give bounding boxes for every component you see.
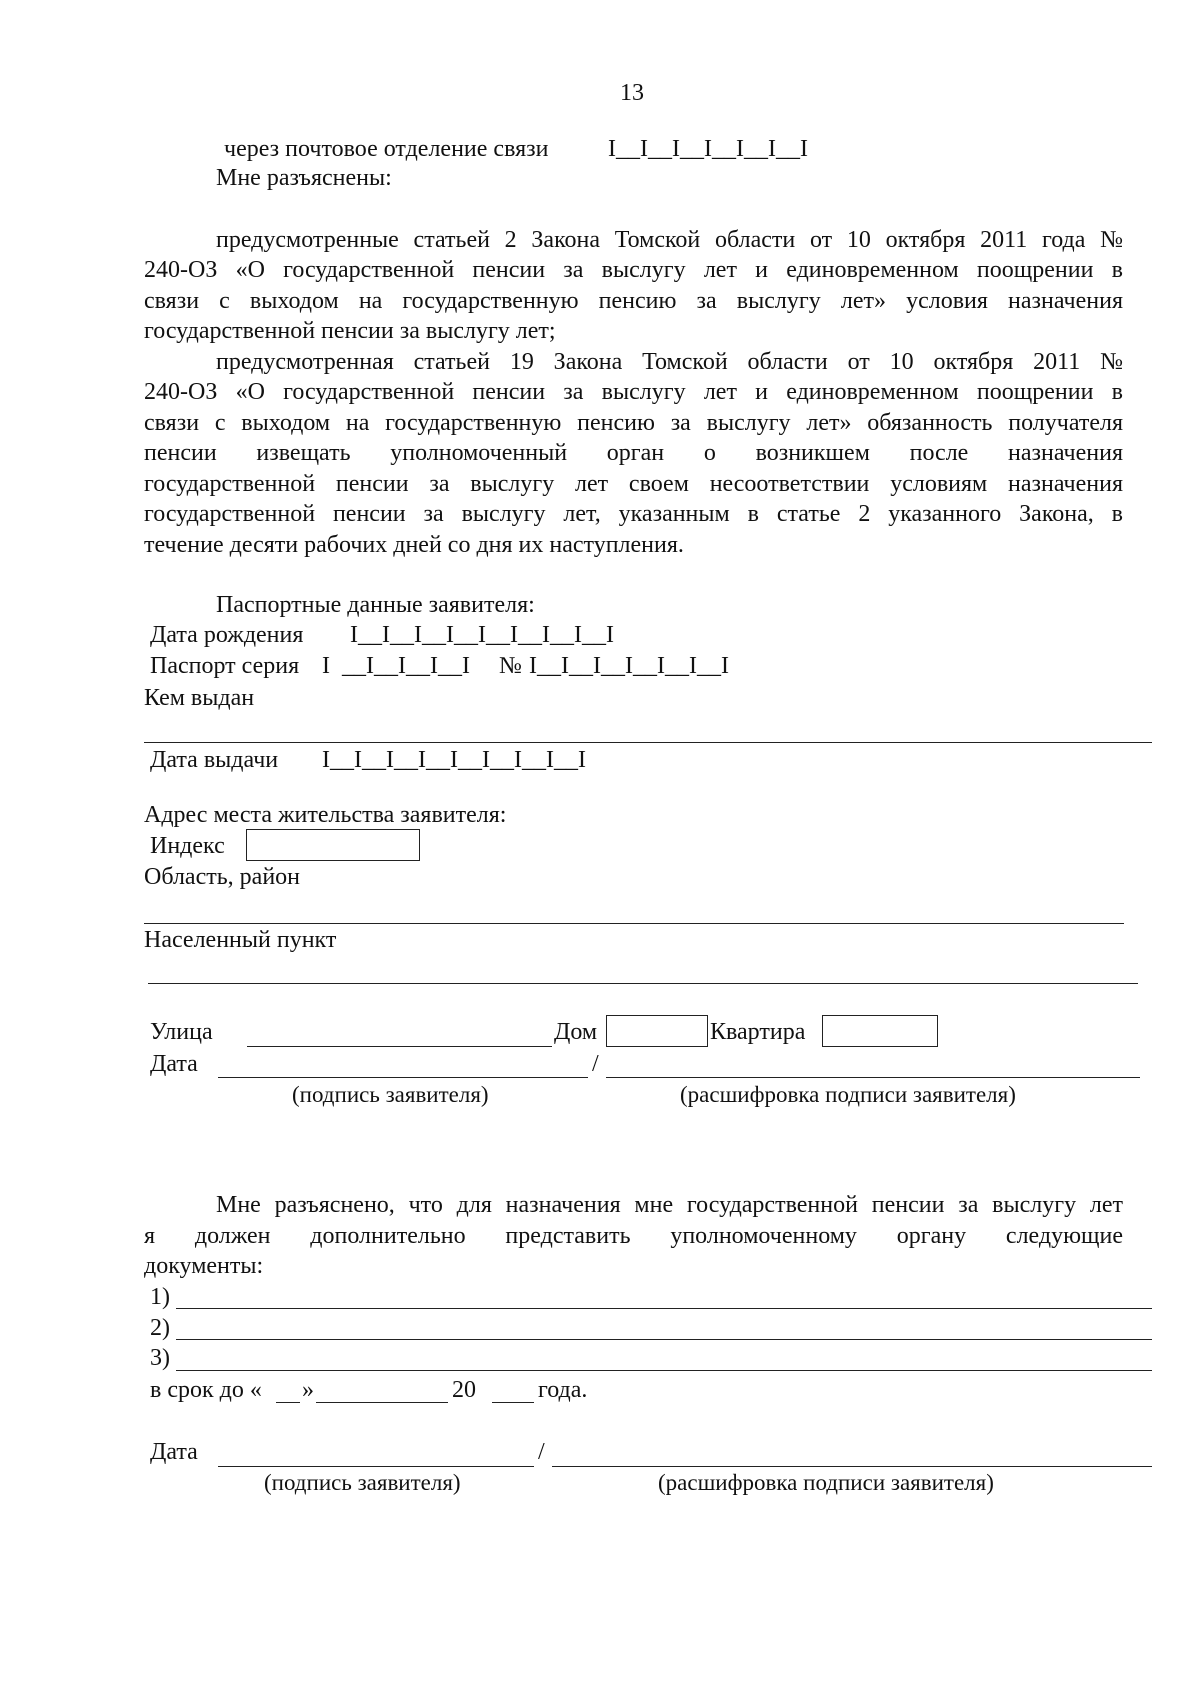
issued-by-line[interactable] [144, 742, 1152, 743]
explained-label: Мне разъяснены: [216, 165, 392, 191]
para1-line: государственной пенсии за выслугу лет; [144, 318, 556, 344]
para2-line: пенсии извещать уполномоченный орган о возникшем после назначения [144, 440, 1123, 466]
para2-line: связи с выходом на государственную пенсию за выслугу лет» обязанность получателя [144, 410, 1123, 436]
deadline-year-prefix: 20 [452, 1377, 476, 1403]
doc-item-number: 1) [150, 1284, 170, 1310]
doc-item-number: 2) [150, 1315, 170, 1341]
house-input[interactable] [606, 1015, 708, 1047]
locality-label: Населенный пункт [144, 927, 337, 953]
deadline-year-line[interactable] [492, 1402, 534, 1403]
region-line[interactable] [144, 923, 1124, 924]
deadline-quote-close: » [302, 1377, 314, 1403]
index-input[interactable] [246, 829, 420, 861]
deadline-month-line[interactable] [316, 1402, 448, 1403]
para2-line: предусмотренная статьей 19 Закона Томской области от 10 октября 2011 № [216, 349, 1123, 375]
region-label: Область, район [144, 864, 300, 890]
passport-series-cells[interactable]: I __I__I__I__I [322, 653, 470, 679]
para1-line: предусмотренные статьей 2 Закона Томской области от 10 октября 2011 года № [216, 227, 1123, 253]
birth-date-cells[interactable]: I__I__I__I__I__I__I__I__I [350, 622, 614, 648]
signature-caption: (подпись заявителя) [292, 1082, 489, 1107]
decoding-caption: (расшифровка подписи заявителя) [680, 1082, 1016, 1107]
doc-item-line[interactable] [176, 1308, 1152, 1309]
docs-line: документы: [144, 1253, 264, 1279]
deadline-suffix: года. [538, 1377, 588, 1403]
para2-line: течение десяти рабочих дней со дня их наступления. [144, 532, 684, 558]
doc-item-line[interactable] [176, 1339, 1152, 1340]
number-sign: № [499, 653, 522, 679]
street-line[interactable] [247, 1046, 552, 1047]
house-label: Дом [554, 1019, 598, 1045]
final-decoding-line[interactable] [552, 1466, 1152, 1467]
issued-by-label: Кем выдан [144, 685, 255, 711]
slash: / [592, 1051, 599, 1077]
decoding-line[interactable] [606, 1077, 1140, 1078]
post-office-label: через почтовое отделение связи [224, 136, 549, 162]
deadline-prefix: в срок до « [150, 1377, 262, 1403]
birth-date-label: Дата рождения [150, 622, 304, 648]
deadline-day-line[interactable] [276, 1402, 300, 1403]
index-label: Индекс [150, 833, 225, 859]
post-office-cells[interactable]: I__I__I__I__I__I__I [608, 136, 808, 162]
final-signature-caption: (подпись заявителя) [264, 1470, 461, 1495]
signature-line[interactable] [218, 1077, 588, 1078]
page-number: 13 [620, 80, 644, 106]
docs-line: я должен дополнительно представить уполномоченному органу следующие [144, 1223, 1123, 1249]
date-label: Дата [150, 1051, 198, 1077]
street-label: Улица [150, 1019, 213, 1045]
doc-item-number: 3) [150, 1345, 170, 1371]
apartment-label: Квартира [710, 1019, 806, 1045]
passport-series-label: Паспорт серия [150, 653, 300, 679]
para1-line: связи с выходом на государственную пенсию за выслугу лет» условия назначения [144, 288, 1123, 314]
issue-date-label: Дата выдачи [150, 747, 279, 773]
final-signature-line[interactable] [218, 1466, 534, 1467]
passport-number-cells[interactable]: I__I__I__I__I__I__I [529, 653, 729, 679]
address-heading: Адрес места жительства заявителя: [144, 802, 507, 828]
apartment-input[interactable] [822, 1015, 938, 1047]
para2-line: 240-ОЗ «О государственной пенсии за выслугу лет и единовременном поощрении в [144, 379, 1123, 405]
issue-date-cells[interactable]: I__I__I__I__I__I__I__I__I [322, 747, 586, 773]
final-slash: / [538, 1439, 545, 1465]
final-date-label: Дата [150, 1439, 198, 1465]
para2-line: государственной пенсии за выслугу лет, указанным в статье 2 указанного Закона, в [144, 501, 1123, 527]
doc-item-line[interactable] [176, 1370, 1152, 1371]
final-decoding-caption: (расшифровка подписи заявителя) [658, 1470, 994, 1495]
para1-line: 240-ОЗ «О государственной пенсии за выслугу лет и единовременном поощрении в [144, 257, 1123, 283]
docs-line: Мне разъяснено, что для назначения мне государственной пенсии за выслугу лет [216, 1192, 1123, 1218]
locality-line[interactable] [148, 983, 1138, 984]
para2-line: государственной пенсии за выслугу лет своем несоответствии условиям назначения [144, 471, 1123, 497]
passport-heading: Паспортные данные заявителя: [216, 592, 535, 618]
